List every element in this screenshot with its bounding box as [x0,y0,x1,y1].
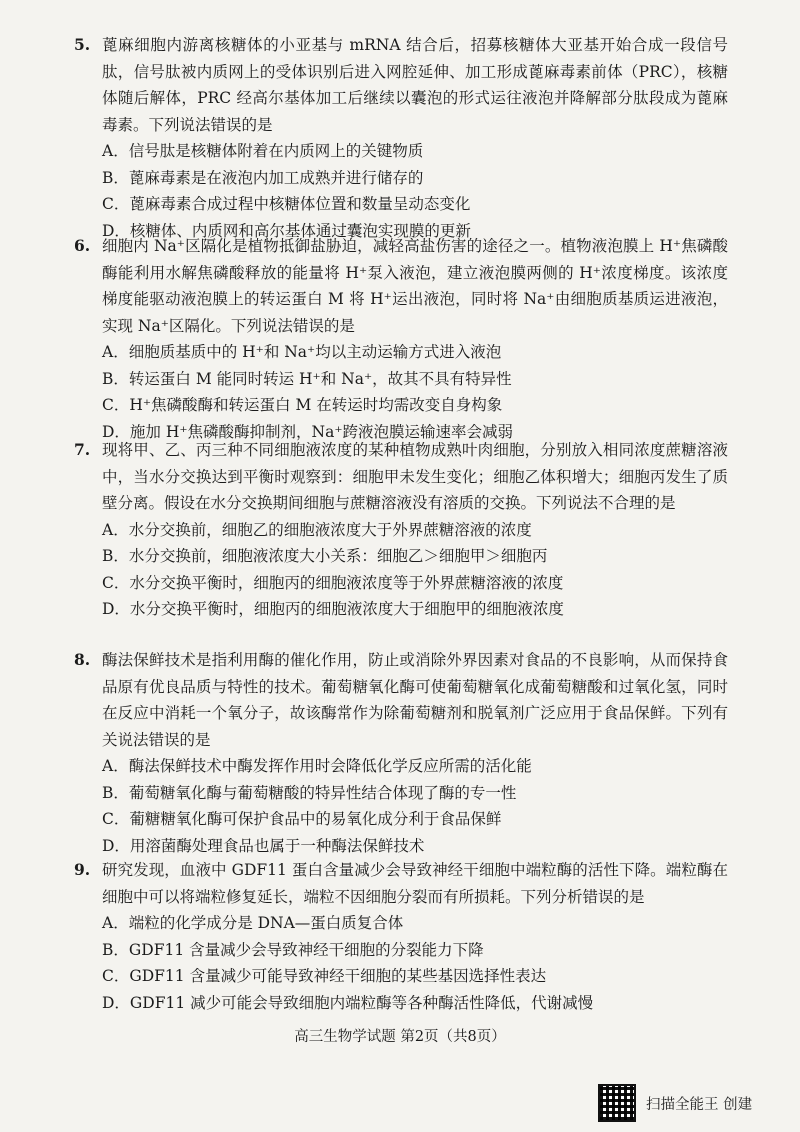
option-a: A．酶法保鲜技术中酶发挥作用时会降低化学反应所需的活化能 [102,757,532,775]
option-b: B．水分交换前，细胞液浓度大小关系：细胞乙＞细胞甲＞细胞丙 [102,547,548,565]
option-d: D．施加 H⁺焦磷酸酶抑制剂，Na⁺跨液泡膜运输速率会减弱 [102,422,514,441]
page-footer: 高三生物学试题 第2页（共8页） [294,1029,506,1045]
option-a: A．水分交换前，细胞乙的细胞液浓度大于外界蔗糖溶液的浓度 [102,520,532,539]
question-number: 7. [74,440,91,459]
option-c: C．H⁺焦磷酸酶和转运蛋白 M 在转运时均需改变自身构象 [102,396,503,414]
question-stem: 细胞内 Na⁺区隔化是植物抵御盐胁迫，减轻高盐伤害的途径之一。植物液泡膜上 H⁺焦磷酸酶能利用水解焦磷酸释放的能量将 H⁺泵入液泡，建立液泡膜两侧的 H⁺浓度梯度。该浓度梯度能驱动液泡膜上的转运蛋白 M 将 H⁺运出液泡，同时将 Na⁺由细胞质基质运进液泡，实现 Na⁺区隔化。下列说法错误的是 [102,237,728,335]
watermark-text: 扫描全能王 创建 [646,1096,753,1113]
option-b: B．葡萄糖氧化酶与葡萄糖酸的特异性结合体现了酶的专一性 [102,783,517,802]
question-number: 9. [74,860,91,879]
option-d: D．用溶菌酶处理食品也属于一种酶法保鲜技术 [102,836,425,855]
option-d: D．水分交换平衡时，细胞丙的细胞液浓度大于细胞甲的细胞液浓度 [102,600,564,618]
question-stem: 蓖麻细胞内游离核糖体的小亚基与 mRNA 结合后，招募核糖体大亚基开始合成一段信号肽，信号肽被内质网上的受体识别后进入网腔延伸、加工形成蓖麻毒素前体（PRC），核糖体随后解体，PRC 经高尔基体加工后继续以囊泡的形式运往液泡并降解部分肽段成为蓖麻毒素。下列说法错误的是 [102,36,728,134]
question-6 [74,233,728,445]
option-d: D．GDF11 减少可能会导致细胞内端粒酶等各种酶活性降低，代谢减慢 [102,993,594,1012]
option-b: B．蓖麻毒素是在液泡内加工成熟并进行储存的 [102,168,424,187]
question-7 [74,437,728,623]
question-stem: 现将甲、乙、丙三种不同细胞液浓度的某种植物成熟叶肉细胞，分别放入相同浓度蔗糖溶液中，当水分交换达到平衡时观察到：细胞甲未发生变化；细胞乙体积增大；细胞丙发生了质壁分离。假设在水分交换期间细胞与蔗糖溶液没有溶质的交换。下列说法不合理的是 [102,441,728,512]
scanner-watermark [598,1084,752,1122]
question-stem: 研究发现，血液中 GDF11 蛋白含量减少会导致神经干细胞中端粒酶的活性下降。端粒酶在细胞中可以将端粒修复延长，端粒不因细胞分裂而有所损耗。下列分析错误的是 [102,861,728,906]
question-stem: 酶法保鲜技术是指利用酶的催化作用，防止或消除外界因素对食品的不良影响，从而保持食品原有优良品质与特性的技术。葡萄糖氧化酶可使葡萄糖氧化成葡萄糖酸和过氧化氢，同时在反应中消耗一个氧分子，故该酶常作为除葡萄糖剂和脱氧剂广泛应用于食品保鲜。下列有关说法错误的是 [102,651,728,749]
question-number: 5. [74,35,91,54]
option-b: B．转运蛋白 M 能同时转运 H⁺和 Na⁺，故其不具有特异性 [102,369,512,388]
option-c: C．水分交换平衡时，细胞丙的细胞液浓度等于外界蔗糖溶液的浓度 [102,573,564,592]
option-a: A．端粒的化学成分是 DNA—蛋白质复合体 [102,914,404,932]
question-number: 6. [74,236,91,255]
question-9 [74,857,728,1016]
option-b: B．GDF11 含量减少会导致神经干细胞的分裂能力下降 [102,940,484,959]
option-a: A．细胞质基质中的 H⁺和 Na⁺均以主动运输方式进入液泡 [102,343,502,361]
option-c: C．葡糖糖氧化酶可保护食品中的易氧化成分利于食品保鲜 [102,810,502,828]
qr-code-icon [598,1084,636,1122]
option-c: C．蓖麻毒素合成过程中核糖体位置和数量呈动态变化 [102,195,471,213]
question-5 [74,32,728,244]
question-8 [74,647,728,859]
question-number: 8. [74,650,91,669]
option-d: D．核糖体、内质网和高尔基体通过囊泡实现膜的更新 [102,221,471,240]
option-a: A．信号肽是核糖体附着在内质网上的关键物质 [102,142,424,160]
option-c: C．GDF11 含量减少可能导致神经干细胞的某些基因选择性表达 [102,967,547,985]
